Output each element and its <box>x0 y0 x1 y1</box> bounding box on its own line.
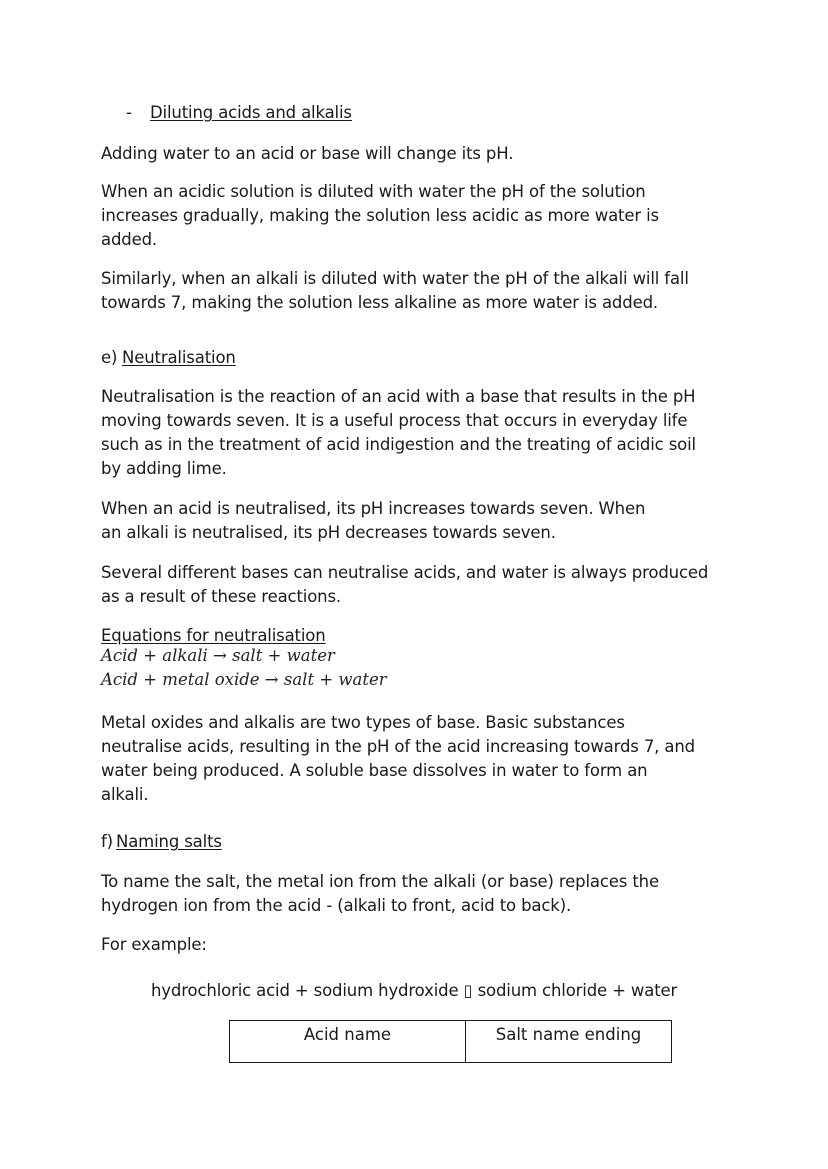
table-row <box>230 1021 672 1063</box>
paragraph-line: added. <box>101 230 158 249</box>
equation-acid-metal-oxide: Acid + metal oxide → salt + water <box>101 670 387 689</box>
table-header-acid-name: Acid name <box>230 1021 466 1063</box>
paragraph-line: increases gradually, making the solution less acidic as more water is <box>101 206 659 225</box>
paragraph-line: To name the salt, the metal ion from the alkali (or base) replaces the <box>101 872 659 891</box>
paragraph-line: towards 7, making the solution less alkaline as more water is added. <box>101 293 658 312</box>
section-heading-naming-salts: Naming salts <box>116 832 222 851</box>
salt-naming-table <box>229 1020 672 1063</box>
paragraph-line: hydrogen ion from the acid - (alkali to front, acid to back). <box>101 896 572 915</box>
paragraph-line: water being produced. A soluble base dissolves in water to form an <box>101 761 648 780</box>
paragraph-line: When an acidic solution is diluted with water the pH of the solution <box>101 182 646 201</box>
equation-acid-alkali: Acid + alkali → salt + water <box>101 646 335 665</box>
paragraph-line: Adding water to an acid or base will change its pH. <box>101 144 514 163</box>
section-heading-neutralisation: Neutralisation <box>122 348 236 367</box>
paragraph-line: Neutralisation is the reaction of an acid with a base that results in the pH <box>101 387 696 406</box>
paragraph-line: such as in the treatment of acid indigestion and the treating of acidic soil <box>101 435 696 454</box>
paragraph-line: moving towards seven. It is a useful process that occurs in everyday life <box>101 411 688 430</box>
paragraph-line: alkali. <box>101 785 149 804</box>
table-header-salt-name-ending: Salt name ending <box>466 1021 672 1063</box>
paragraph-line: Metal oxides and alkalis are two types of base. Basic substances <box>101 713 625 732</box>
paragraph-line: For example: <box>101 935 207 954</box>
paragraph-line: neutralise acids, resulting in the pH of the acid increasing towards 7, and <box>101 737 695 756</box>
paragraph-line: by adding lime. <box>101 459 227 478</box>
paragraph-line: When an acid is neutralised, its pH increases towards seven. When <box>101 499 646 518</box>
section-heading-diluting: Diluting acids and alkalis <box>150 103 352 122</box>
bullet-dash: - <box>126 103 132 122</box>
equations-heading: Equations for neutralisation <box>101 626 326 645</box>
paragraph-line: Several different bases can neutralise acids, and water is always produced <box>101 563 709 582</box>
paragraph-line: Similarly, when an alkali is diluted with water the pH of the alkali will fall <box>101 269 689 288</box>
example-equation: hydrochloric acid + sodium hydroxide ▯ sodium chloride + water <box>151 981 678 1000</box>
paragraph-line: as a result of these reactions. <box>101 587 342 606</box>
paragraph-line: an alkali is neutralised, its pH decreases towards seven. <box>101 523 556 542</box>
section-prefix: f) <box>101 832 113 851</box>
section-prefix: e) <box>101 348 118 367</box>
